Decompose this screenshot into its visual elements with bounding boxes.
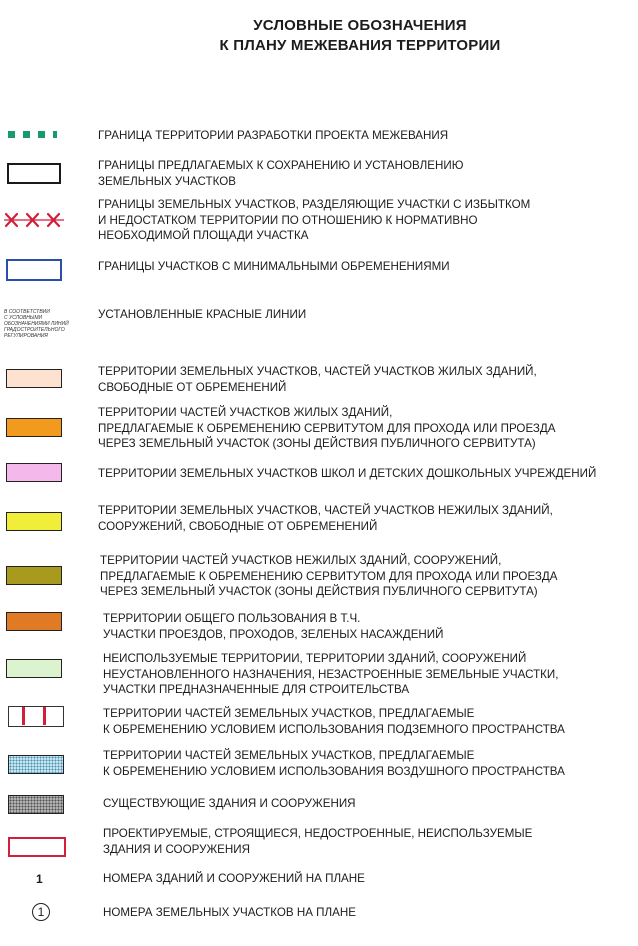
legend-label-residential-servitude: ТЕРРИТОРИИ ЧАСТЕЙ УЧАСТКОВ ЖИЛЫХ ЗДАНИЙ, ПРЕДЛАГАЕМЫЕ К ОБРЕМЕНЕНИЮ СЕРВИТУТОМ ДЛЯ ПРОХОДА ИЛИ ПРОЕЗДА ЧЕРЕЗ ЗЕМЕЛЬНЫЙ УЧАСТОК (ЗОНЫ ДЕЙСТВИЯ ПУБЛИЧНОГО СЕРВИТУТА) bbox=[98, 406, 556, 450]
legend-label-planned-buildings: ПРОЕКТИРУЕМЫЕ, СТРОЯЩИЕСЯ, НЕДОСТРОЕННЫЕ, НЕИСПОЛЬЗУЕМЫЕ ЗДАНИЯ И СООРУЖЕНИЯ bbox=[103, 827, 533, 856]
legend-label-building-numbers: НОМЕРА ЗДАНИЙ И СООРУЖЕНИЙ НА ПЛАНЕ bbox=[103, 872, 365, 885]
olive-fill-symbol bbox=[6, 566, 62, 585]
green-dashed-boundary-symbol bbox=[8, 131, 64, 138]
pink-fill-symbol bbox=[6, 463, 62, 482]
legend-label-plot-numbers: НОМЕРА ЗЕМЕЛЬНЫХ УЧАСТКОВ НА ПЛАНЕ bbox=[103, 906, 356, 919]
legend-label-boundaries-dividing: ГРАНИЦЫ ЗЕМЕЛЬНЫХ УЧАСТКОВ, РАЗДЕЛЯЮЩИЕ УЧАСТКИ С ИЗБЫТКОМ И НЕДОСТАТКОМ ТЕРРИТОРИИ ПО ОТНОШЕНИЮ К НОРМАТИВНО НЕОБХОДИМОЙ ПЛОЩАДИ УЧАСТКА bbox=[98, 198, 531, 242]
legend-label-airspace: ТЕРРИТОРИИ ЧАСТЕЙ ЗЕМЕЛЬНЫХ УЧАСТКОВ, ПРЕДЛАГАЕМЫЕ К ОБРЕМЕНЕНИЮ УСЛОВИЕМ ИСПОЛЬЗОВАНИЯ ВОЗДУШНОГО ПРОСТРАНСТВА bbox=[103, 749, 565, 778]
legend-label-public-use: ТЕРРИТОРИИ ОБЩЕГО ПОЛЬЗОВАНИЯ В Т.Ч. УЧАСТКИ ПРОЕЗДОВ, ПРОХОДОВ, ЗЕЛЕНЫХ НАСАЖДЕНИЙ bbox=[103, 612, 444, 641]
plot-number-circle-symbol: 1 bbox=[32, 903, 50, 921]
light-green-fill-symbol bbox=[6, 659, 62, 678]
dark-orange-fill-symbol bbox=[6, 612, 62, 631]
blue-boundary-symbol bbox=[6, 259, 62, 281]
red-lines-note: В СООТВЕТСТВИИ С УСЛОВНЫМИ ОБОЗНАЧЕНИЯМИ ЛИНИЙ ГРАДОСТРОИТЕЛЬНОГО РЕГУЛИРОВАНИЯ bbox=[4, 309, 69, 339]
peach-fill-symbol bbox=[6, 369, 62, 388]
black-boundary-symbol bbox=[7, 163, 61, 184]
legend-label-nonresidential-free: ТЕРРИТОРИИ ЗЕМЕЛЬНЫХ УЧАСТКОВ, ЧАСТЕЙ УЧАСТКОВ НЕЖИЛЫХ ЗДАНИЙ, СООРУЖЕНИЙ, СВОБОДНЫЕ ОТ ОБРЕМЕНЕНИЙ bbox=[98, 504, 553, 533]
existing-buildings-symbol bbox=[8, 795, 64, 814]
airspace-symbol bbox=[8, 755, 64, 774]
legend-label-boundary-development: ГРАНИЦА ТЕРРИТОРИИ РАЗРАБОТКИ ПРОЕКТА МЕЖЕВАНИЯ bbox=[98, 129, 449, 142]
yellow-fill-symbol bbox=[6, 512, 62, 531]
building-number-symbol: 1 bbox=[36, 872, 43, 886]
red-cross-boundary-symbol bbox=[4, 211, 64, 229]
legend-label-nonresidential-servitude: ТЕРРИТОРИИ ЧАСТЕЙ УЧАСТКОВ НЕЖИЛЫХ ЗДАНИЙ, СООРУЖЕНИЙ, ПРЕДЛАГАЕМЫЕ К ОБРЕМЕНЕНИЮ СЕРВИТУТОМ ДЛЯ ПРОХОДА ИЛИ ПРОЕЗДА ЧЕРЕЗ ЗЕМЕЛЬНЫЙ УЧАСТОК (ЗОНЫ ДЕЙСТВИЯ ПУБЛИЧНОГО СЕРВИТУТА) bbox=[100, 554, 558, 598]
legend-label-schools: ТЕРРИТОРИИ ЗЕМЕЛЬНЫХ УЧАСТКОВ ШКОЛ И ДЕТСКИХ ДОШКОЛЬНЫХ УЧРЕЖДЕНИЙ bbox=[98, 467, 597, 480]
underground-symbol bbox=[8, 706, 64, 727]
legend-label-boundaries-minimal: ГРАНИЦЫ УЧАСТКОВ С МИНИМАЛЬНЫМИ ОБРЕМЕНЕНИЯМИ bbox=[98, 260, 450, 273]
title-line-2: К ПЛАНУ МЕЖЕВАНИЯ ТЕРРИТОРИИ bbox=[219, 37, 501, 54]
legend-label-unused: НЕИСПОЛЬЗУЕМЫЕ ТЕРРИТОРИИ, ТЕРРИТОРИИ ЗДАНИЙ, СООРУЖЕНИЙ НЕУСТАНОВЛЕННОГО НАЗНАЧЕНИЯ, НЕЗАСТРОЕННЫЕ ЗЕМЕЛЬНЫЕ УЧАСТКИ, УЧАСТКИ ПРЕДНАЗНАЧЕННЫЕ ДЛЯ СТРОИТЕЛЬСТВА bbox=[103, 652, 559, 696]
legend-label-boundaries-preserved: ГРАНИЦЫ ПРЕДЛАГАЕМЫХ К СОХРАНЕНИЮ И УСТАНОВЛЕНИЮ ЗЕМЕЛЬНЫХ УЧАСТКОВ bbox=[98, 159, 464, 188]
legend-label-red-lines: УСТАНОВЛЕННЫЕ КРАСНЫЕ ЛИНИИ bbox=[98, 308, 307, 321]
orange-fill-symbol bbox=[6, 418, 62, 437]
legend-label-underground: ТЕРРИТОРИИ ЧАСТЕЙ ЗЕМЕЛЬНЫХ УЧАСТКОВ, ПРЕДЛАГАЕМЫЕ К ОБРЕМЕНЕНИЮ УСЛОВИЕМ ИСПОЛЬЗОВАНИЯ ПОДЗЕМНОГО ПРОСТРАНСТВА bbox=[103, 707, 565, 736]
legend-label-residential-free: ТЕРРИТОРИИ ЗЕМЕЛЬНЫХ УЧАСТКОВ, ЧАСТЕЙ УЧАСТКОВ ЖИЛЫХ ЗДАНИЙ, СВОБОДНЫЕ ОТ ОБРЕМЕНЕНИЙ bbox=[98, 365, 537, 394]
title-line-1: УСЛОВНЫЕ ОБОЗНАЧЕНИЯ bbox=[253, 17, 467, 34]
legend-label-existing-buildings: СУЩЕСТВУЮЩИЕ ЗДАНИЯ И СООРУЖЕНИЯ bbox=[103, 797, 356, 810]
planned-buildings-symbol bbox=[8, 837, 66, 857]
page-title bbox=[150, 16, 570, 56]
